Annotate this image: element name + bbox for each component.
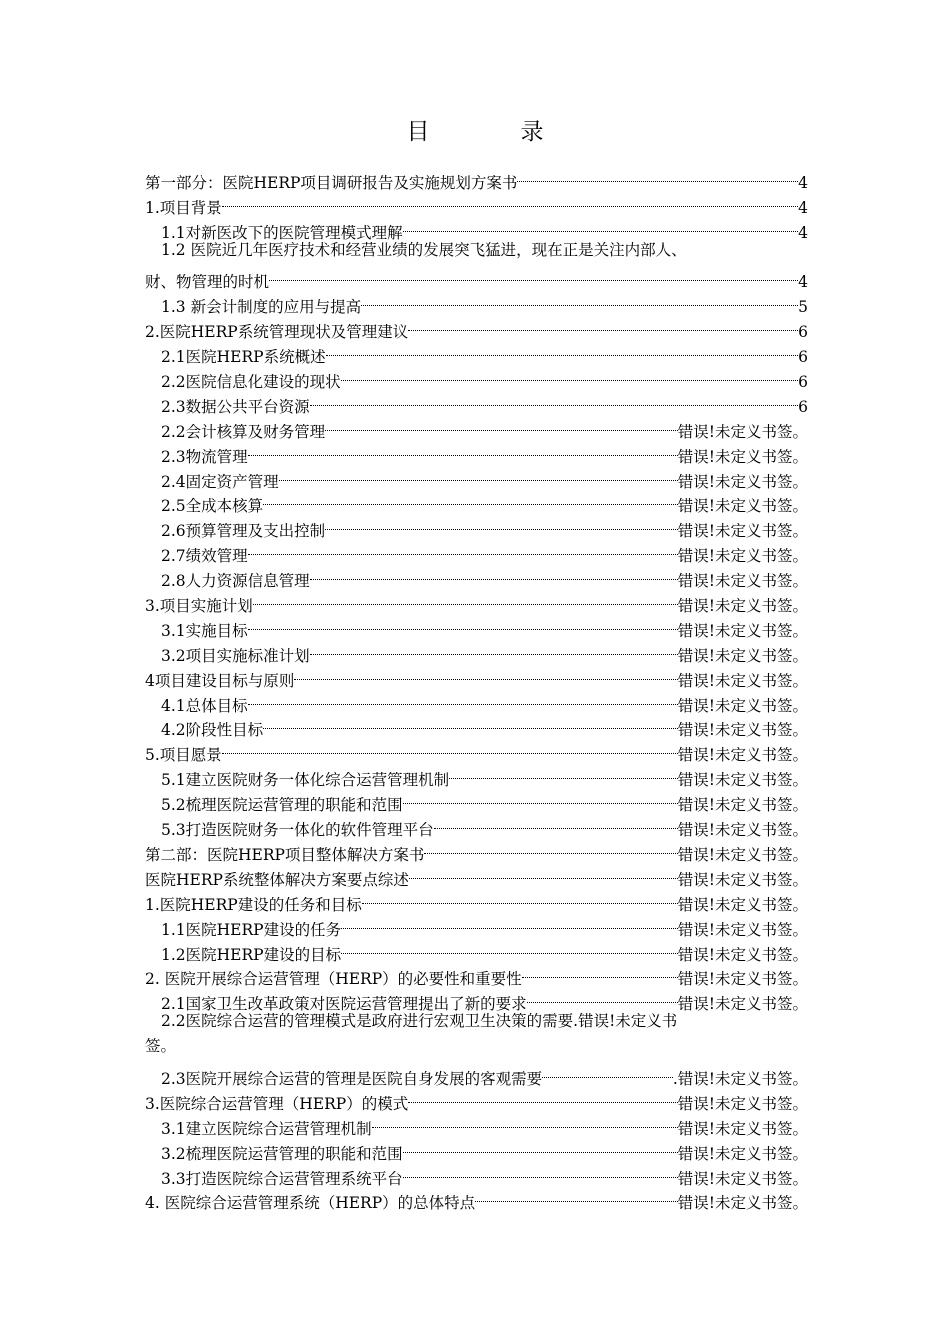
toc-entry-text-continued: 签。 [145,1037,177,1056]
toc-leader-dots [253,586,678,611]
toc-entry[interactable] [145,238,808,292]
toc-entry-text: 3.1建立医院综合运营管理机制 [161,1119,372,1138]
toc-entry-text: 5.3打造医院财务一体化的软件管理平台 [161,821,434,840]
toc-entry-continuation [145,263,808,292]
toc-page-number: 6 [798,348,808,367]
toc-entry[interactable] [145,213,808,242]
toc-page-number: 错误!未定义书签。 [677,621,808,640]
toc-leader-dots [248,686,678,711]
toc-page-number: 4 [798,223,808,242]
toc-page-number: 错误!未定义书签。 [677,1144,808,1163]
toc-leader-dots [310,636,678,661]
toc-page-number: 错误!未定义书签。 [677,870,808,889]
toc-leader-dots [403,1134,678,1159]
toc-entry-text: 2.4固定资产管理 [161,472,279,491]
toc-leader-dots [449,760,678,785]
toc-entry-text: 2. 医院开展综合运营管理（HERP）的必要性和重要性 [145,970,522,989]
toc-leader-dots [248,536,678,561]
toc-leader-dots [522,960,678,985]
toc-entry-text: 2.8人力资源信息管理 [161,572,310,591]
toc-entry-text: 2.1医院HERP系统概述 [161,348,326,367]
toc-leader-dots [310,387,798,412]
toc-leader-dots [341,935,678,960]
toc-page-number: 错误!未定义书签。 [677,696,808,715]
toc-entry-text: 医院HERP系统整体解决方案要点综述 [145,870,409,889]
toc-entry-text: 2.1国家卫生改革政策对医院运营管理提出了新的要求 [161,995,527,1014]
toc-entry-text: 3.3打造医院综合运营管理系统平台 [161,1169,403,1188]
toc-leader-dots [409,860,678,885]
toc-page-number: 错误!未定义书签。 [677,646,808,665]
toc-entry-text: 第二部：医院HERP项目整体解决方案书 [145,845,425,864]
toc-page-number: 6 [798,397,808,416]
toc-leader-dots [362,885,678,910]
toc-page-number: 错误!未定义书签。 [677,796,808,815]
toc-page-number: 错误!未定义书签。 [677,920,808,939]
toc-entry-text: 2.3数据公共平台资源 [161,397,310,416]
toc-entry-text: 1.1对新医改下的医院管理模式理解 [161,223,403,242]
toc-page-number: 错误!未定义书签。 [677,671,808,690]
toc-page-number: 错误!未定义书签。 [677,945,808,964]
toc-entry-text: 第一部分：医院HERP项目调研报告及实施规划方案书 [145,173,518,192]
toc-page-number: 错误!未定义书签。 [677,845,808,864]
toc-entry-continuation [145,1034,808,1059]
toc-entry[interactable] [145,163,808,192]
toc-entry[interactable] [145,1059,808,1088]
toc-entry[interactable] [145,188,808,217]
toc-page-number: 错误!未定义书签。 [677,547,808,566]
toc-leader-dots [294,661,677,686]
toc-entry-text: 3.医院综合运营管理（HERP）的模式 [145,1094,409,1113]
toc-leader-dots [403,213,798,238]
toc-page-number: 错误!未定义书签。 [677,1119,808,1138]
toc-leader-dots [434,810,678,835]
toc-entry-text: 1.2 医院近几年医疗技术和经营业绩的发展突飞猛进，现在正是关注内部人、 [161,240,687,259]
toc-entry-text: 1.医院HERP建设的任务和目标 [145,895,362,914]
toc-leader-dots [403,1159,678,1184]
toc-page-number: 错误!未定义书签。 [677,422,808,441]
toc-page-number: 错误!未定义书签。 [677,970,808,989]
toc-page-number: 错误!未定义书签。 [677,746,808,765]
toc-leader-dots [248,437,678,462]
toc-entry-text: 1.项目背景 [145,198,222,217]
toc-leader-dots [424,835,677,860]
toc-entry-text: 3.1实施目标 [161,621,248,640]
toc-leader-dots [408,1084,678,1109]
toc-entry-text: 2.7绩效管理 [161,547,248,566]
toc-leader-dots [279,462,678,487]
toc-page-number: 4 [798,173,808,192]
toc-entry-text: 1.2医院HERP建设的目标 [161,945,342,964]
toc-leader-dots [475,1184,678,1209]
toc-leader-dots [269,263,798,288]
toc-page-number: 错误!未定义书签。 [677,1169,808,1188]
toc-page-number: .错误!未定义书签。 [672,1069,808,1088]
toc-leader-dots [222,188,798,213]
toc-leader-dots [542,1059,673,1084]
toc-page-number: 错误!未定义书签。 [677,771,808,790]
toc-leader-dots [263,711,678,736]
toc-page-number: 错误!未定义书签。 [677,1094,808,1113]
toc-page-number: 错误!未定义书签。 [677,597,808,616]
toc-leader-dots [310,561,678,586]
toc-entry-text: 2.2医院信息化建设的现状 [161,373,341,392]
toc-page-number: 6 [798,373,808,392]
toc-entry-text: 3.2梳理医院运营管理的职能和范围 [161,1144,403,1163]
toc-entry-text: 2.5全成本核算 [161,497,264,516]
toc-entry-text-continued: 财、物管理的时机 [145,273,270,292]
toc-page-number: 错误!未定义书签。 [677,497,808,516]
toc-leader-dots [403,785,678,810]
toc-entry-text: 1.1医院HERP建设的任务 [161,920,342,939]
toc-leader-dots [341,362,798,387]
toc-entry-text: 4. 医院综合运营管理系统（HERP）的总体特点 [145,1194,476,1213]
toc-entry-text: 4.2阶段性目标 [161,721,264,740]
toc-page-number: 错误!未定义书签。 [677,895,808,914]
toc-page-number: 4 [798,273,808,292]
toc-page-number: 4 [798,198,808,217]
toc-entry-text: 4.1总体目标 [161,696,248,715]
toc-leader-dots [325,511,678,536]
toc-page-number: 错误!未定义书签。 [677,472,808,491]
toc-entry-text: 3.2项目实施标准计划 [161,646,310,665]
toc-page-number: 错误!未定义书签。 [677,1194,808,1213]
toc-entry-text: 2.2医院综合运营的管理模式是政府进行宏观卫生决策的需要.错误!未定义书 [161,1012,678,1031]
toc-title: 目 录 [406,119,578,145]
toc-entry-text: 5.项目愿景 [145,746,222,765]
toc-page-number: 错误!未定义书签。 [677,522,808,541]
toc-leader-dots [325,412,678,437]
toc-page-number: 错误!未定义书签。 [677,821,808,840]
toc-page-number: 错误!未定义书签。 [677,447,808,466]
toc-leader-dots [248,611,678,636]
toc-leader-dots [222,735,678,760]
toc-page-number: 错误!未定义书签。 [677,995,808,1014]
toc-entry-text: 5.2梳理医院运营管理的职能和范围 [161,796,403,815]
toc-entry-text: 2.3医院开展综合运营的管理是医院自身发展的客观需要 [161,1069,543,1088]
toc-list [145,163,808,1213]
toc-leader-dots [326,337,799,362]
toc-leader-dots [372,1109,678,1134]
toc-leader-dots [263,487,678,512]
toc-entry-text: 5.1建立医院财务一体化综合运营管理机制 [161,771,450,790]
toc-entry-text: 2.6预算管理及支出控制 [161,522,326,541]
toc-leader-dots [517,163,798,188]
toc-leader-dots [361,287,798,312]
toc-entry-text: 1.3 新会计制度的应用与提高 [161,298,362,317]
toc-entry-text: 4项目建设目标与原则 [145,671,295,690]
toc-leader-dots [341,910,678,935]
toc-entry-text: 2.医院HERP系统管理现状及管理建议 [145,323,409,342]
toc-entry-text: 2.2会计核算及财务管理 [161,422,326,441]
toc-entry-text: 2.3物流管理 [161,447,248,466]
toc-page-number: 错误!未定义书签。 [677,721,808,740]
toc-page-number: 6 [798,323,808,342]
toc-leader-dots [527,984,678,1009]
toc-page-number: 5 [798,298,808,317]
toc-entry-text: 3.项目实施计划 [145,597,253,616]
toc-page-number: 错误!未定义书签。 [677,572,808,591]
toc-leader-dots [408,312,798,337]
